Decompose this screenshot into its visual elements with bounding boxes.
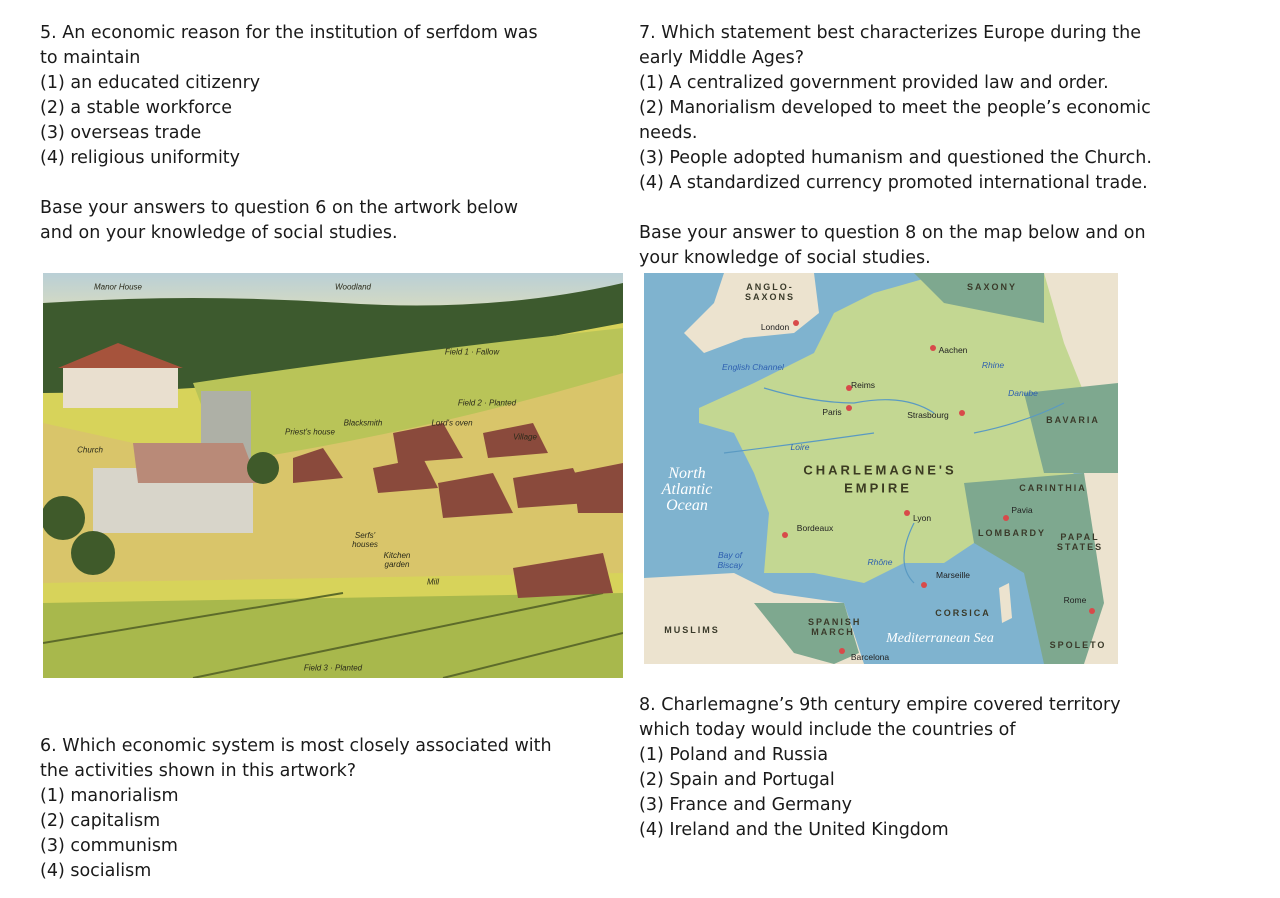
city-aachen: Aachen — [938, 345, 968, 355]
region-spanish-march: SPANISH MARCH — [808, 617, 862, 637]
label-field-1: Field 1 · Fallow — [444, 347, 500, 357]
region-spoleto: SPOLETO — [1049, 640, 1107, 650]
river-rhone: Rhône — [867, 557, 893, 567]
water-north-atlantic: North Atlantic Ocean — [661, 465, 713, 514]
q8-option: (2) Spain and Portugal — [639, 770, 835, 790]
charlemagne-empire-map — [644, 273, 1118, 664]
region-muslims: MUSLIMS — [664, 625, 720, 635]
label-field-3: Field 3 · Planted — [303, 663, 363, 673]
question-7 — [639, 21, 1259, 271]
water-mediterranean: Mediterranean Sea — [886, 631, 994, 646]
question-6 — [40, 734, 630, 884]
q5-option: (4) religious uniformity — [40, 148, 241, 168]
water-english-channel: English Channel — [722, 362, 784, 372]
manor-illustration — [43, 273, 623, 678]
city-marseille: Marseille — [935, 570, 971, 580]
city-barcelona: Barcelona — [850, 652, 890, 662]
label-woodland: Woodland — [334, 282, 372, 292]
city-pavia: Pavia — [1011, 505, 1033, 515]
region-saxony: SAXONY — [966, 282, 1018, 292]
q6-option: (3) communism — [40, 836, 178, 856]
label-field-2: Field 2 · Planted — [457, 398, 517, 408]
label-kitchen-garden: Kitchen garden — [383, 551, 411, 569]
city-bordeaux: Bordeaux — [796, 523, 834, 533]
q8-option: (3) France and Germany — [639, 795, 853, 815]
city-reims: Reims — [850, 380, 876, 390]
q8-stem: 8. Charlemagne’s 9th century empire covered territory — [639, 695, 1121, 715]
manor-artwork — [43, 273, 623, 678]
region-bavaria: BAVARIA — [1046, 415, 1100, 425]
q8-intro: your knowledge of social studies. — [639, 248, 931, 268]
q8-stem: which today would include the countries of — [639, 720, 1016, 740]
river-rhine: Rhine — [981, 360, 1005, 370]
label-church: Church — [77, 445, 103, 455]
q6-stem: 6. Which economic system is most closely associated with — [40, 736, 552, 756]
q8-intro: Base your answer to question 8 on the map below and on — [639, 223, 1146, 243]
empire-title: EMPIRE — [844, 480, 912, 496]
empire-title: CHARLEMAGNE'S — [803, 462, 957, 478]
q5-stem: to maintain — [40, 48, 141, 68]
region-anglo-saxons: ANGLO-SAXONS — [744, 282, 795, 302]
question-8 — [639, 693, 1259, 843]
region-carinthia: CARINTHIA — [1019, 483, 1087, 493]
q7-option: (3) People adopted humanism and questioned the Church. — [639, 148, 1152, 168]
q7-stem: 7. Which statement best characterizes Europe during the — [639, 23, 1142, 43]
region-papal-states: PAPAL STATES — [1056, 532, 1104, 552]
q7-option: needs. — [639, 123, 698, 143]
q6-option: (2) capitalism — [40, 811, 161, 831]
q8-option: (1) Poland and Russia — [639, 745, 829, 765]
q6-option: (1) manorialism — [40, 786, 179, 806]
q5-stem: 5. An economic reason for the institution of serfdom was — [40, 23, 538, 43]
city-london: London — [760, 322, 790, 332]
label-blacksmith: Blacksmith — [343, 418, 383, 428]
q5-option: (2) a stable workforce — [40, 98, 233, 118]
city-paris: Paris — [822, 407, 842, 417]
label-lords-oven: Lord's oven — [431, 418, 473, 428]
q7-option: (2) Manorialism developed to meet the people’s economic — [639, 98, 1151, 118]
q8-option: (4) Ireland and the United Kingdom — [639, 820, 949, 840]
label-serfs-houses: Serfs' houses — [352, 531, 378, 549]
region-lombardy: LOMBARDY — [978, 528, 1046, 538]
q5-option: (1) an educated citizenry — [40, 73, 261, 93]
q7-stem: early Middle Ages? — [639, 48, 805, 68]
city-rome: Rome — [1063, 595, 1087, 605]
city-lyon: Lyon — [912, 513, 932, 523]
city-strasbourg: Strasbourg — [907, 410, 949, 420]
label-mill: Mill — [427, 577, 439, 587]
label-manor-house: Manor House — [93, 282, 143, 292]
label-priests-house: Priest's house — [285, 427, 335, 437]
q6-intro: and on your knowledge of social studies. — [40, 223, 398, 243]
water-bay-of-biscay: Bay of Biscay — [717, 550, 743, 570]
question-5 — [40, 21, 630, 246]
label-village: Village — [513, 432, 537, 442]
region-corsica: CORSICA — [935, 608, 991, 618]
q5-option: (3) overseas trade — [40, 123, 202, 143]
river-loire: Loire — [790, 442, 810, 452]
river-danube: Danube — [1008, 388, 1038, 398]
q6-stem: the activities shown in this artwork? — [40, 761, 357, 781]
q7-option: (4) A standardized currency promoted international trade. — [639, 173, 1148, 193]
q7-option: (1) A centralized government provided law and order. — [639, 73, 1109, 93]
q6-intro: Base your answers to question 6 on the artwork below — [40, 198, 519, 218]
q6-option: (4) socialism — [40, 861, 152, 881]
